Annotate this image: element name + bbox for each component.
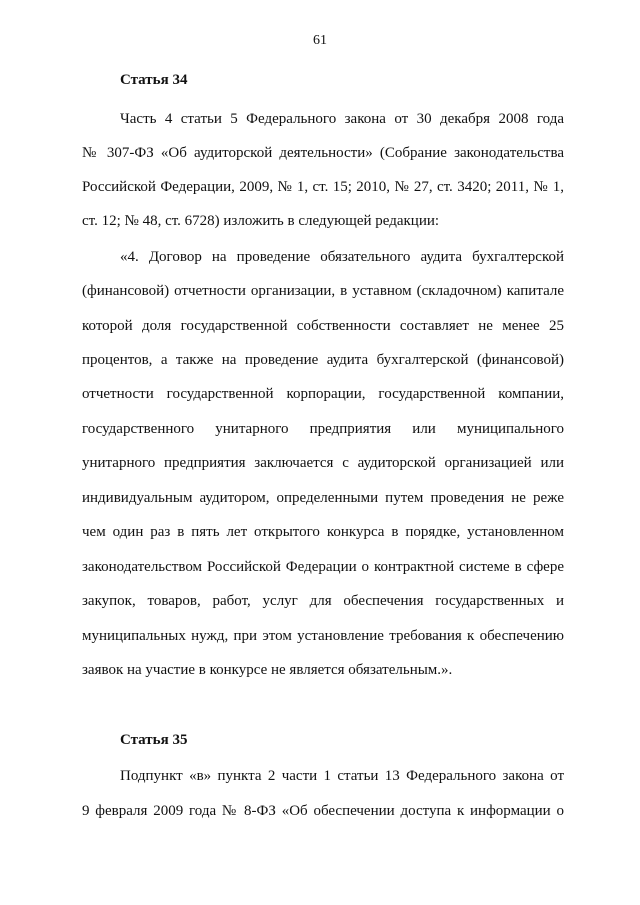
article-34-intro-line: Часть 4 статьи 5 Федерального закона от 30 декабря 2008 года — [120, 111, 564, 127]
article-34-quote-line: законодательством Российской Федерации о контрактной системе в сфере — [82, 559, 564, 575]
article-35-line: Подпункт «в» пункта 2 части 1 статьи 13 Федерального закона от — [120, 768, 564, 784]
article-35-line: 9 февраля 2009 года № 8-ФЗ «Об обеспечении доступа к информации о — [82, 803, 564, 819]
article-34-quote-line: унитарного предприятия заключается с аудиторской организацией или — [82, 455, 564, 471]
article-34-intro-line: № 307-ФЗ «Об аудиторской деятельности» (Собрание законодательства — [82, 145, 564, 161]
article-34-quote-line: индивидуальным аудитором, определенными путем проведения не реже — [82, 490, 564, 506]
article-34-intro-line: ст. 12; № 48, ст. 6728) изложить в следующей редакции: — [82, 213, 440, 229]
article-34-quote-line: которой доля государственной собственности составляет не менее 25 — [82, 318, 564, 334]
article-34-quote-line: заявок на участие в конкурсе не является обязательным.». — [82, 662, 453, 678]
article-34-intro-line: Российской Федерации, 2009, № 1, ст. 15; 2010, № 27, ст. 3420; 2011, № 1, — [82, 179, 564, 195]
article-34-quote-line: «4. Договор на проведение обязательного аудита бухгалтерской — [120, 249, 564, 265]
article-34-quote-line: муниципальных нужд, при этом установление требования к обеспечению — [82, 628, 564, 644]
article-34-quote-line: отчетности государственной корпорации, государственной компании, — [82, 386, 564, 402]
article-34-quote-line: процентов, а также на проведение аудита бухгалтерской (финансовой) — [82, 352, 564, 368]
article-34-quote-line: закупок, товаров, работ, услуг для обеспечения государственных и — [82, 593, 564, 609]
article-34-quote-line: чем один раз в пять лет открытого конкурса в порядке, установленном — [82, 524, 564, 540]
article-34-heading: Статья 34 — [120, 72, 188, 88]
article-34-quote-line: (финансовой) отчетности организации, в уставном (складочном) капитале — [82, 283, 564, 299]
article-34-quote-line: государственного унитарного предприятия или муниципального — [82, 421, 564, 437]
page-number: 61 — [313, 33, 327, 48]
article-35-heading: Статья 35 — [120, 732, 188, 748]
